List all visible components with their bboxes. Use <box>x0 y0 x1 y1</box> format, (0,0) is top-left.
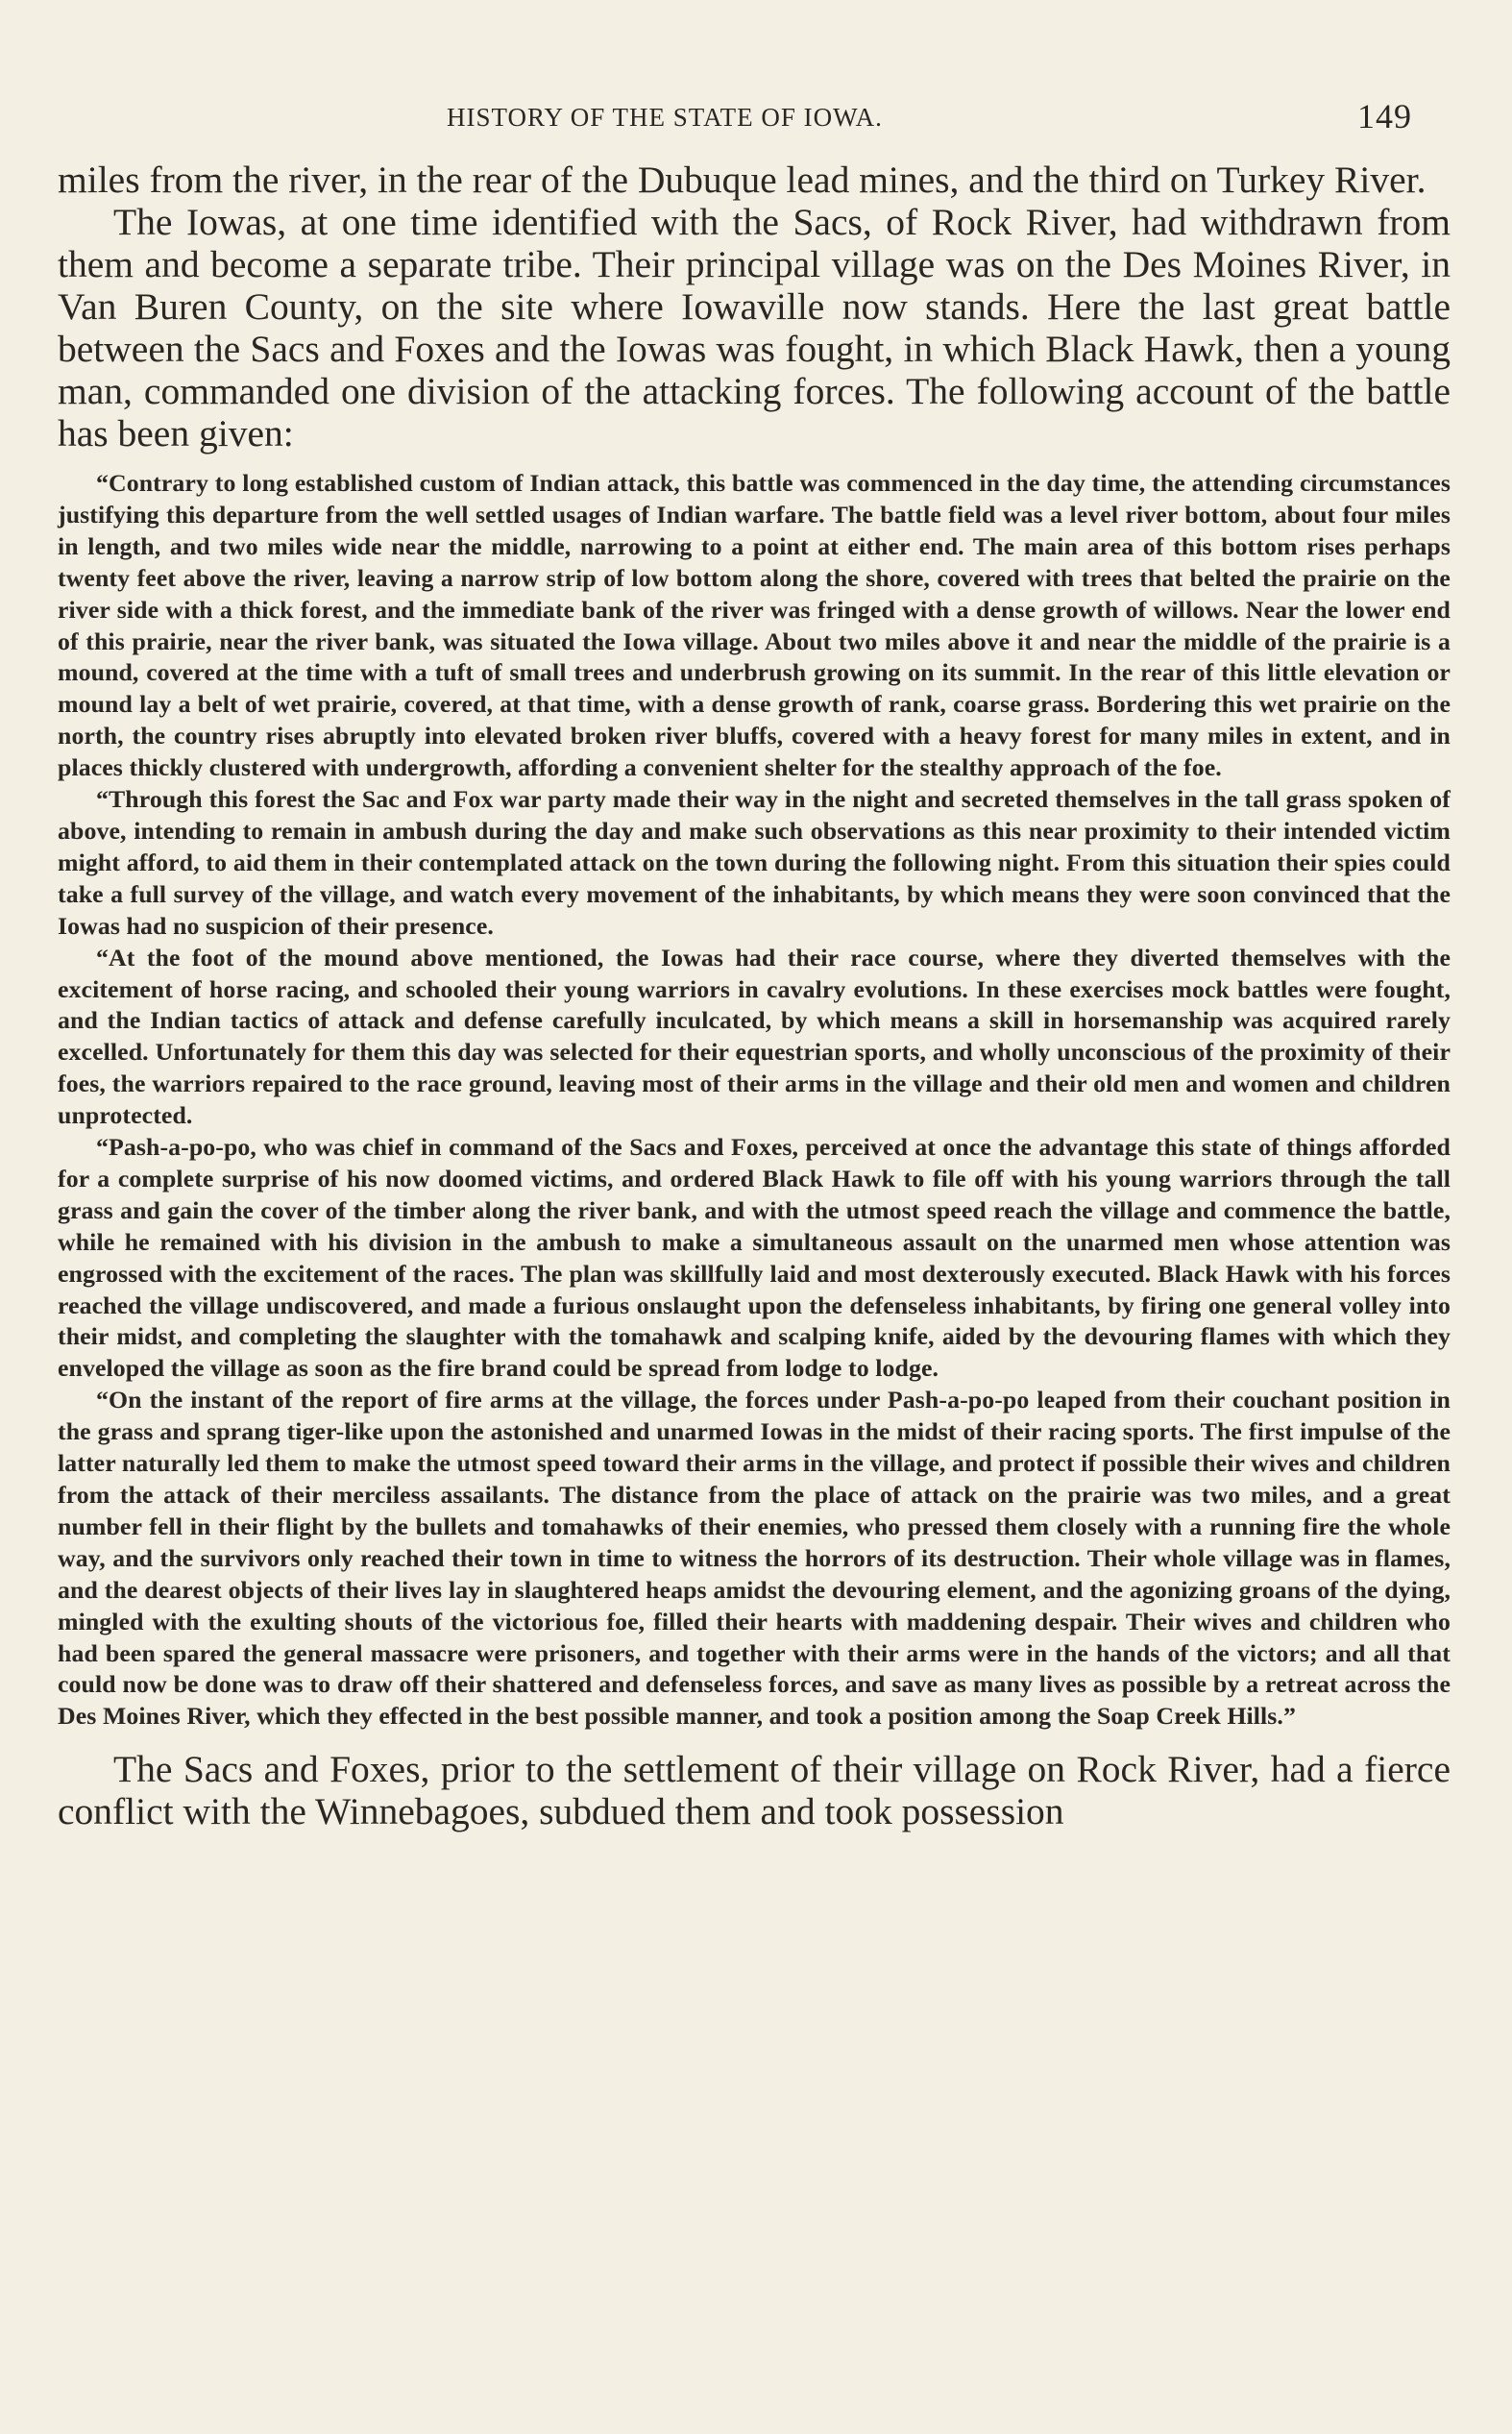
running-title: HISTORY OF THE STATE OF IOWA. <box>447 103 883 132</box>
paragraph-continued: miles from the river, in the rear of the Dubuque lead mines, and the third on Turkey River. <box>58 159 1427 201</box>
paragraph-iowas: The Iowas, at one time identified with the Sacs, of Rock River, had withdrawn from them and become a separate tribe. Their principal village was on the Des Moines River, in Van Buren County, on the site where Iowaville now stands. Here the last great battle between the Sacs and Foxes and the Iowas was fought, in which Black Hawk, then a young man, commanded one division of the attacking forces. The following account of the battle has been given: <box>58 201 1451 455</box>
quote-paragraph: “On the instant of the report of fire arms at the village, the forces under Pash-a-po-po leaped from their couchant position in the grass and sprang tiger-like upon the astonished and unarmed Iowas in the midst of their racing sports. The first impulse of the latter naturally led them to make the utmost speed toward their arms in the village, and protect if possible their wives and children from the attack of their merciless assailants. The distance from the place of attack on the prairie was two miles, and a great number fell in their flight by the bullets and tomahawks of their enemies, who pressed them closely with a running fire the whole way, and the survivors only reached their town in time to witness the horrors of its destruction. Their whole village was in flames, and the dearest objects of their lives lay in slaughtered heaps amidst the devouring element, and the agonizing groans of the dying, mingled with the exulting shouts of the victorious foe, filled their hearts with maddening despair. Their wives and children who had been spared the general massacre were prisoners, and together with their arms were in the hands of the victors; and all that could now be done was to draw off their shattered and defenseless forces, and save as many lives as possible by a retreat across the Des Moines River, which they effected in the best possible manner, and took a position among the Soap Creek Hills.” <box>58 1386 1451 1731</box>
quote-paragraph: “Pash-a-po-po, who was chief in command of the Sacs and Foxes, perceived at once the advantage this state of things afforded for a complete surprise of his now doomed victims, and ordered Black Hawk to file off with his young warriors through the tall grass and gain the cover of the timber along the river bank, and with the utmost speed reach the village and commence the battle, while he remained with his division in the ambush to make a simultaneous assault on the unarmed men whose attention was engrossed with the excitement of the races. The plan was skillfully laid and most dexterously executed. Black Hawk with his forces reached the village undiscovered, and made a furious onslaught upon the defenseless inhabitants, by firing one general volley into their midst, and completing the slaughter with the tomahawk and scalping knife, aided by the devouring flames with which they enveloped the village as soon as the fire brand could be spread from lodge to lodge. <box>58 1133 1451 1383</box>
page-number: 149 <box>1357 97 1412 135</box>
book-page <box>58 91 1451 1832</box>
quote-paragraph: “At the foot of the mound above mentioned, the Iowas had their race course, where they diverted themselves with the excitement of horse racing, and schooled their young warriors in cavalry evolutions. In these exercises mock battles were fought, and the Indian tactics of attack and defense carefully inculcated, by which means a skill in horsemanship was acquired rarely excelled. Unfortunately for them this day was selected for their equestrian sports, and wholly unconscious of the proximity of their foes, the warriors repaired to the race ground, leaving most of their arms in the village and their old men and women and children unprotected. <box>58 943 1451 1130</box>
quote-paragraph: “Contrary to long established custom of Indian attack, this battle was commenced in the day time, the attending circumstances justifying this departure from the well settled usages of Indian warfare. The battle field was a level river bottom, about four miles in length, and two miles wide near the middle, narrowing to a point at either end. The main area of this bottom rises perhaps twenty feet above the river, leaving a narrow strip of low bottom along the shore, covered with trees that belted the prairie on the river side with a thick forest, and the immediate bank of the river was fringed with a dense growth of willows. Near the lower end of this prairie, near the river bank, was situated the Iowa village. About two miles above it and near the middle of the prairie is a mound, covered at the time with a tuft of small trees and underbrush growing on its summit. In the rear of this little elevation or mound lay a belt of wet prairie, covered, at that time, with a dense growth of rank, coarse grass. Bordering this wet prairie on the north, the country rises abruptly into elevated broken river bluffs, covered with a heavy forest for many miles in extent, and in places thickly clustered with undergrowth, affording a convenient shelter for the stealthy approach of the foe. <box>58 469 1451 782</box>
quote-paragraph: “Through this forest the Sac and Fox war party made their way in the night and secreted themselves in the tall grass spoken of above, intending to remain in ambush during the day and make such observations as this near proximity to their intended victim might afford, to aid them in their contemplated attack on the town during the following night. From this situation their spies could take a full survey of the village, and watch every movement of the inhabitants, by which means they were soon convinced that the Iowas had no suspicion of their presence. <box>58 785 1451 940</box>
paragraph-sacs-foxes: The Sacs and Foxes, prior to the settlement of their village on Rock River, had a fierce conflict with the Winnebagoes, subdued them and took possession <box>58 1748 1451 1833</box>
running-header <box>58 91 1451 149</box>
battle-account-quote <box>58 468 1451 1733</box>
